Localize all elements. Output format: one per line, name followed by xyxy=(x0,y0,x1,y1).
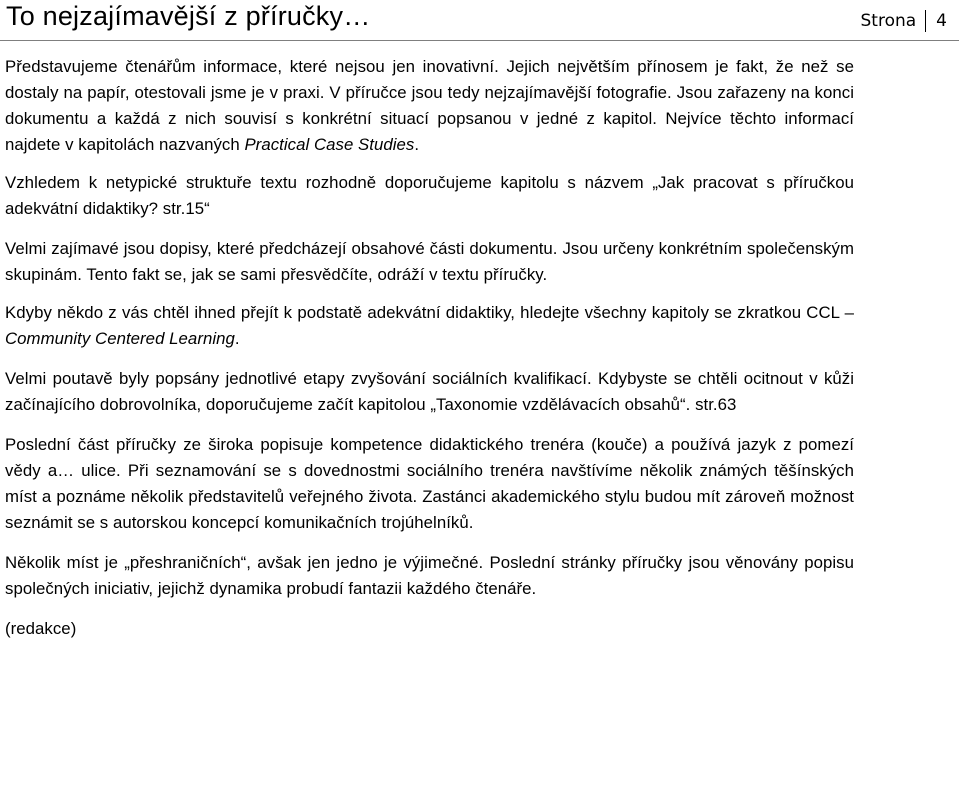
signature: (redakce) xyxy=(5,619,77,638)
page-header xyxy=(0,0,959,44)
document-title: To nejzajímavější z příručky… xyxy=(6,1,371,31)
paragraph-intro xyxy=(5,54,854,158)
paragraph-crossborder: Několik míst je „přeshraničních“, avšak jen jedno je výjimečné. Poslední stránky příručky jsou věnovány popisu společných iniciativ, jejichž dynamika probudí fantazii každého čtenáře. xyxy=(5,553,854,598)
paragraph-intro-end: . xyxy=(414,135,420,154)
paragraph-ccl xyxy=(5,300,854,352)
paragraph-ccl-text: Kdyby někdo z vás chtěl ihned přejít k podstatě adekvátní didaktiky, hledejte všechny kapitoly se zkratkou CCL – xyxy=(5,303,854,322)
document-body xyxy=(5,54,854,642)
paragraph-intro-text: Představujeme čtenářům informace, které nejsou jen inovativní. Jejich největším přínosem je fakt, že než se dostaly na papír, otestovali jsme je v praxi. V příručce jsou tedy nejzajímavější fotografie. Jsou zařazeny na konci dokumentu a každá z nich souvisí s konkrétní situací popsanou v jedné z kapitol. Nejvíce těchto informací najdete v kapitolách nazvaných xyxy=(5,57,854,154)
page-number: 4 xyxy=(936,11,947,31)
paragraph-ccl-end: . xyxy=(234,329,240,348)
header-divider xyxy=(0,40,959,41)
paragraph-letters: Velmi zajímavé jsou dopisy, které předcházejí obsahové části dokumentu. Jsou určeny konkrétním společenským skupinám. Tento fakt se, jak se sami přesvědčíte, odráží v textu příručky. xyxy=(5,239,854,284)
practical-case-studies-emphasis: Practical Case Studies xyxy=(244,135,415,154)
community-centered-learning-emphasis: Community Centered Learning xyxy=(5,329,235,348)
page-separator xyxy=(925,10,926,32)
paragraph-trainer: Poslední část příručky ze široka popisuje kompetence didaktického trenéra (kouče) a používá jazyk z pomezí vědy a… ulice. Při seznamování se s dovednostmi sociálního trenéra navštívíme několik známých těšínských míst a poznáme několik představitelů veřejného života. Zastánci akademického stylu budou mít zároveň možnost seznámit se s autorskou koncepcí komunikačních trojúhelníků. xyxy=(5,435,854,532)
paragraph-structure: Vzhledem k netypické struktuře textu rozhodně doporučujeme kapitolu s názvem „Jak pracovat s příručkou adekvátní didaktiky? str.15“ xyxy=(5,173,854,218)
paragraph-qualifications: Velmi poutavě byly popsány jednotlivé etapy zvyšování sociálních kvalifikací. Kdybyste se chtěli ocitnout v kůži začínajícího dobrovolníka, doporučujeme začít kapitolou „Taxonomie vzdělávacích obsahů“. str.63 xyxy=(5,369,854,414)
page-indicator xyxy=(861,10,948,32)
page-label: Strona xyxy=(860,11,917,31)
